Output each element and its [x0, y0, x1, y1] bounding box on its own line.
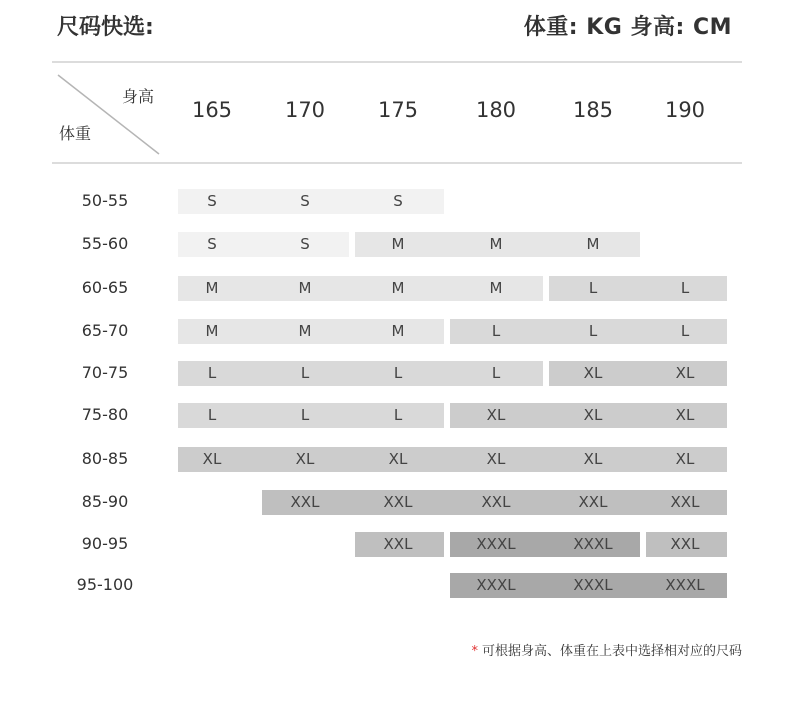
height-header-165: 165: [191, 98, 233, 122]
weight-label-75-80: 75-80: [81, 405, 129, 424]
size-label: XL: [675, 406, 695, 424]
size-cell: [178, 447, 727, 472]
units-label: 体重: KG 身高: CM: [523, 15, 732, 40]
size-label: XXL: [670, 493, 700, 511]
size-label: XL: [388, 450, 408, 468]
header-bottom-divider: [52, 162, 742, 164]
height-header-175: 175: [377, 98, 419, 122]
size-label: L: [491, 322, 501, 340]
size-label: M: [489, 279, 503, 297]
size-label: XL: [675, 364, 695, 382]
size-label: L: [207, 406, 217, 424]
size-label: L: [300, 406, 310, 424]
size-label: M: [391, 235, 405, 253]
size-label: XXXL: [476, 576, 516, 594]
size-label: XXL: [578, 493, 608, 511]
corner-height-label: 身高: [122, 87, 155, 106]
size-cell: [549, 276, 727, 301]
size-label: XXL: [290, 493, 320, 511]
size-cell: [450, 319, 727, 344]
size-label: L: [207, 364, 217, 382]
height-header-185: 185: [572, 98, 614, 122]
size-label: S: [207, 235, 217, 253]
size-label: S: [393, 192, 403, 210]
size-label: XL: [583, 364, 603, 382]
size-label: XXL: [383, 535, 413, 553]
weight-label-65-70: 65-70: [81, 321, 129, 340]
size-label: XXXL: [573, 576, 613, 594]
size-label: M: [489, 235, 503, 253]
size-label: M: [298, 279, 312, 297]
size-label: L: [588, 279, 598, 297]
size-cell: [262, 490, 727, 515]
footnote: [471, 640, 742, 659]
size-label: XL: [583, 450, 603, 468]
size-label: XL: [295, 450, 315, 468]
size-label: XXL: [383, 493, 413, 511]
size-cell: [355, 232, 640, 257]
size-label: M: [586, 235, 600, 253]
size-cell: [178, 232, 349, 257]
size-label: XXL: [670, 535, 700, 553]
height-header-170: 170: [284, 98, 326, 122]
size-cell: [178, 189, 444, 214]
size-label: XXXL: [573, 535, 613, 553]
size-label: L: [300, 364, 310, 382]
size-cell: [450, 573, 727, 598]
weight-label-55-60: 55-60: [81, 234, 129, 253]
weight-label-50-55: 50-55: [81, 191, 129, 210]
size-cell: [646, 532, 727, 557]
size-label: M: [205, 279, 219, 297]
size-cell: [450, 532, 640, 557]
size-label: M: [391, 322, 405, 340]
size-label: XL: [486, 450, 506, 468]
size-label: L: [680, 322, 690, 340]
weight-label-60-65: 60-65: [81, 278, 129, 297]
size-cell: [549, 361, 727, 386]
size-cell: [450, 403, 727, 428]
size-cell: [178, 276, 543, 301]
size-label: S: [300, 192, 310, 210]
footnote-star: *: [471, 644, 478, 659]
size-label: XL: [583, 406, 603, 424]
size-label: M: [205, 322, 219, 340]
size-label: S: [300, 235, 310, 253]
size-cell: [178, 403, 444, 428]
size-label: M: [298, 322, 312, 340]
size-cell: [178, 361, 543, 386]
weight-label-90-95: 90-95: [81, 534, 129, 553]
size-label: L: [491, 364, 501, 382]
size-label: XL: [486, 406, 506, 424]
size-label: XXL: [481, 493, 511, 511]
size-label: L: [393, 406, 403, 424]
weight-label-80-85: 80-85: [81, 449, 129, 468]
footnote-text: 可根据身高、体重在上表中选择相对应的尺码: [481, 644, 742, 659]
weight-label-70-75: 70-75: [81, 363, 129, 382]
size-label: L: [393, 364, 403, 382]
corner-weight-label: 体重: [59, 124, 92, 143]
size-cell: [355, 532, 444, 557]
size-label: L: [680, 279, 690, 297]
weight-label-85-90: 85-90: [81, 492, 129, 511]
size-label: S: [207, 192, 217, 210]
size-label: L: [588, 322, 598, 340]
size-label: XL: [675, 450, 695, 468]
height-header-180: 180: [475, 98, 517, 122]
size-label: M: [391, 279, 405, 297]
size-label: XXXL: [476, 535, 516, 553]
size-cell: [178, 319, 444, 344]
size-label: XXXL: [665, 576, 705, 594]
size-label: XL: [202, 450, 222, 468]
weight-label-95-100: 95-100: [76, 575, 134, 594]
height-header-190: 190: [664, 98, 706, 122]
page-title: 尺码快选:: [57, 15, 154, 40]
